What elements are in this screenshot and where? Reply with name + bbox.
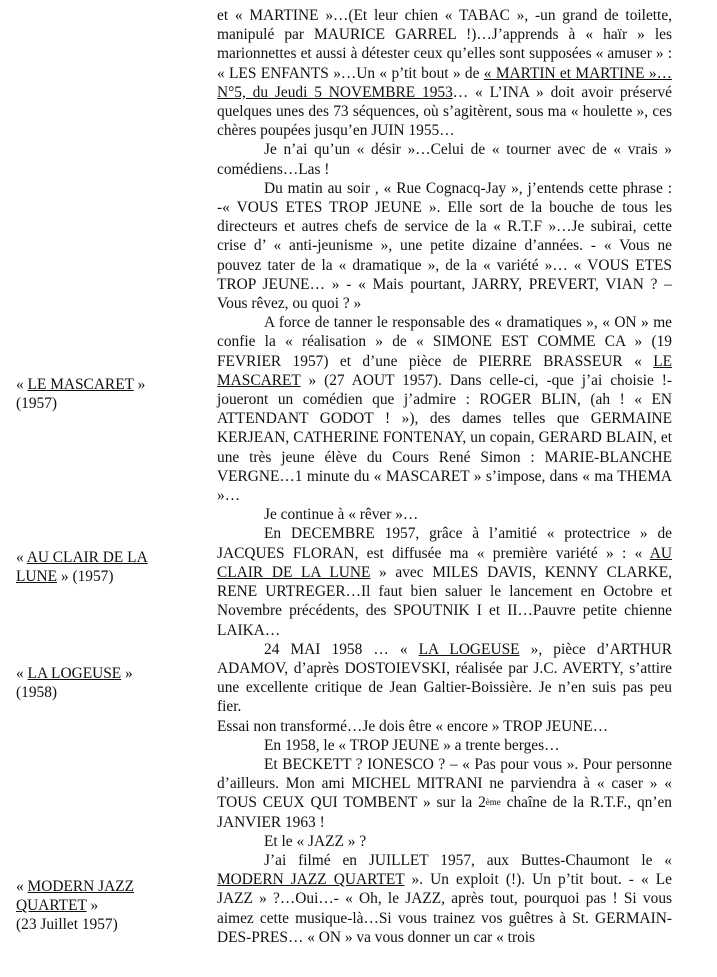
- margin-note-text: «: [16, 376, 28, 393]
- margin-note-text: «: [16, 665, 28, 682]
- paragraph-text: … « L’INA » doit avoir préservé quelques unes des 73 séquences, où s’agitèrent, sous ma « houlette », ces chères poupées jusqu’en JUIN 1955…: [217, 83, 672, 140]
- superscript: ème: [485, 797, 501, 808]
- paragraph-text: », pièce d’ARTHUR ADAMOV, d’après DOSTOIEVSKI, réalisée par J.C. AVERTY, s’attire une excellente critique de Jean Galtier-Boissière. Je n’en suis pas peu fier.: [217, 640, 672, 716]
- margin-note-text: »: [133, 376, 146, 393]
- margin-note-text: »: [86, 897, 99, 915]
- paragraph-text: chaîne de la R.T.F., qn’en JANVIER 1963 !: [217, 794, 672, 831]
- paragraph-au-clair-de-la-lune: [217, 524, 672, 639]
- paragraph-text: A force de tanner le responsable des « dramatiques », « ON » me confie la « réalisation » de « SIMONE EST COMME CA » (19 FEVRIER 1957) et d’une pièce de PIERRE BRASSEUR «: [217, 314, 672, 370]
- margin-note-title: LE MASCARET: [27, 376, 134, 393]
- paragraph-trente-berges: En 1958, le « TROP JEUNE » a trente berges…: [264, 736, 560, 754]
- paragraph-le-mascaret: [217, 313, 672, 505]
- underlined-reference: MODERN JAZZ QUARTET: [217, 871, 405, 889]
- paragraph-essai: Essai non transformé…Je dois être « encore » TROP JEUNE…: [217, 717, 609, 735]
- margin-note-la-logeuse: [16, 664, 206, 702]
- margin-note-year: (23 Juillet 1957): [16, 916, 118, 934]
- paragraph-jazz-question: Et le « JAZZ » ?: [264, 832, 367, 850]
- paragraph-trop-jeune: Du matin au soir , « Rue Cognacq-Jay », j’entends cette phrase : -« VOUS ETES TROP JEUNE ». Elle sort de la bouche de tous les directeurs et autres chefs de service de la « R.T.F »…Je subirai, cette crise d’ « anti-jeunisme », une petite dizaine d’années. - « Vous ne pouvez tater de la « dramatique », de la « variété »… « VOUS ETES TROP JEUNE… » - « Mais pourtant, JARRY, PREVERT, VIAN ? – Vous rêvez, ou quoi ? »: [217, 179, 672, 313]
- margin-note-modern-jazz-quartet: [16, 877, 166, 935]
- body-text: [217, 6, 672, 947]
- paragraph-text: Et BECKETT ? IONESCO ? – « Pas pour vous ». Pour personne d’ailleurs. Mon ami MICHEL MITRANI ne parviendra à « caser » « TOUS CEUX QUI TOMBENT » sur la 2: [217, 755, 672, 812]
- paragraph-text: » avec MILES DAVIS, KENNY CLARKE, RENE URTREGER…Il faut bien saluer le lancement en Octobre et Novembre précédents, des SPOUTNIK I et II…Pauvre petite chienne LAIKA…: [217, 563, 672, 639]
- paragraph-desir: Je n’ai qu’un « désir »…Celui de « tourner avec de « vrais » comédiens…Las !: [217, 141, 672, 178]
- paragraph-beckett-ionesco: [217, 755, 672, 832]
- margin-note-text: »: [121, 665, 133, 682]
- margin-note-le-mascaret: [16, 375, 206, 413]
- margin-note-title: AU CLAIR DE LA LUNE: [16, 549, 148, 586]
- underlined-reference: « MARTIN et MARTINE »…N°5, du Jeudi 5 NOVEMBRE 1953: [217, 64, 672, 101]
- margin-note-year: (1957): [16, 395, 58, 413]
- margin-note-year: (1958): [16, 684, 58, 702]
- paragraph-text: J’ai filmé en JUILLET 1957, aux Buttes-Chaumont le «: [264, 851, 672, 869]
- underlined-reference: LE MASCARET: [217, 352, 672, 389]
- margin-note-text: » (1957): [57, 568, 114, 586]
- paragraph-martin-et-martine: [217, 6, 672, 140]
- margin-note-au-clair-de-la-lune: [16, 548, 176, 586]
- paragraph-text: et « MARTINE »…(Et leur chien « TABAC », -un grand de toilette, manipulé par MAURICE GARREL !)…J’apprends à « haïr » les marionnettes et aussi à détester ceux qu’elles sont supposées « amuser » : « LES ENFANTS »…Un « p’tit bout » de: [217, 7, 672, 82]
- margin-note-title: LA LOGEUSE: [27, 665, 122, 682]
- paragraph-la-logeuse: [217, 640, 672, 717]
- margin-note-text: «: [16, 878, 28, 895]
- margin-note-text: «: [16, 549, 27, 566]
- paragraph-text: ». Un exploit (!). Un p’tit bout. - « Le JAZZ » ?…Oui…- « Oh, le JAZZ, après tout, pourquoi pas ! Si vous aimez cette musique-là…Si vous trainez vos guêtres à St. GERMAIN-DES-PRES… « ON » va vous donner un car « trois: [217, 871, 672, 946]
- paragraph-modern-jazz-quartet: [217, 851, 672, 947]
- paragraph-text: » (27 AOUT 1957). Dans celle-ci, -que j’ai choisie !- joueront un comédien que j’admire : ROGER BLIN, (ah ! « EN ATTENDANT GODOT ! »), des dames telles que GERMAINE KERJEAN, CATHERINE FONTENAY, un copain, GERARD BLAIN, et une très jeune élève du Cours René Simon : MARIE-BLANCHE VERGNE…1 minute du « MASCARET » s’impose, dans « ma THEMA »…: [217, 371, 672, 505]
- underlined-reference: LA LOGEUSE: [418, 640, 520, 658]
- underlined-reference: AU CLAIR DE LA LUNE: [217, 544, 672, 581]
- paragraph-rever: Je continue à « rêver »…: [264, 506, 419, 524]
- margin-note-title: MODERN JAZZ QUARTET: [16, 878, 134, 915]
- paragraph-text: 24 MAI 1958 … «: [264, 640, 419, 658]
- paragraph-text: En DECEMBRE 1957, grâce à l’amitié « protectrice » de JACQUES FLORAN, est diffusée ma « première variété » : «: [217, 525, 672, 562]
